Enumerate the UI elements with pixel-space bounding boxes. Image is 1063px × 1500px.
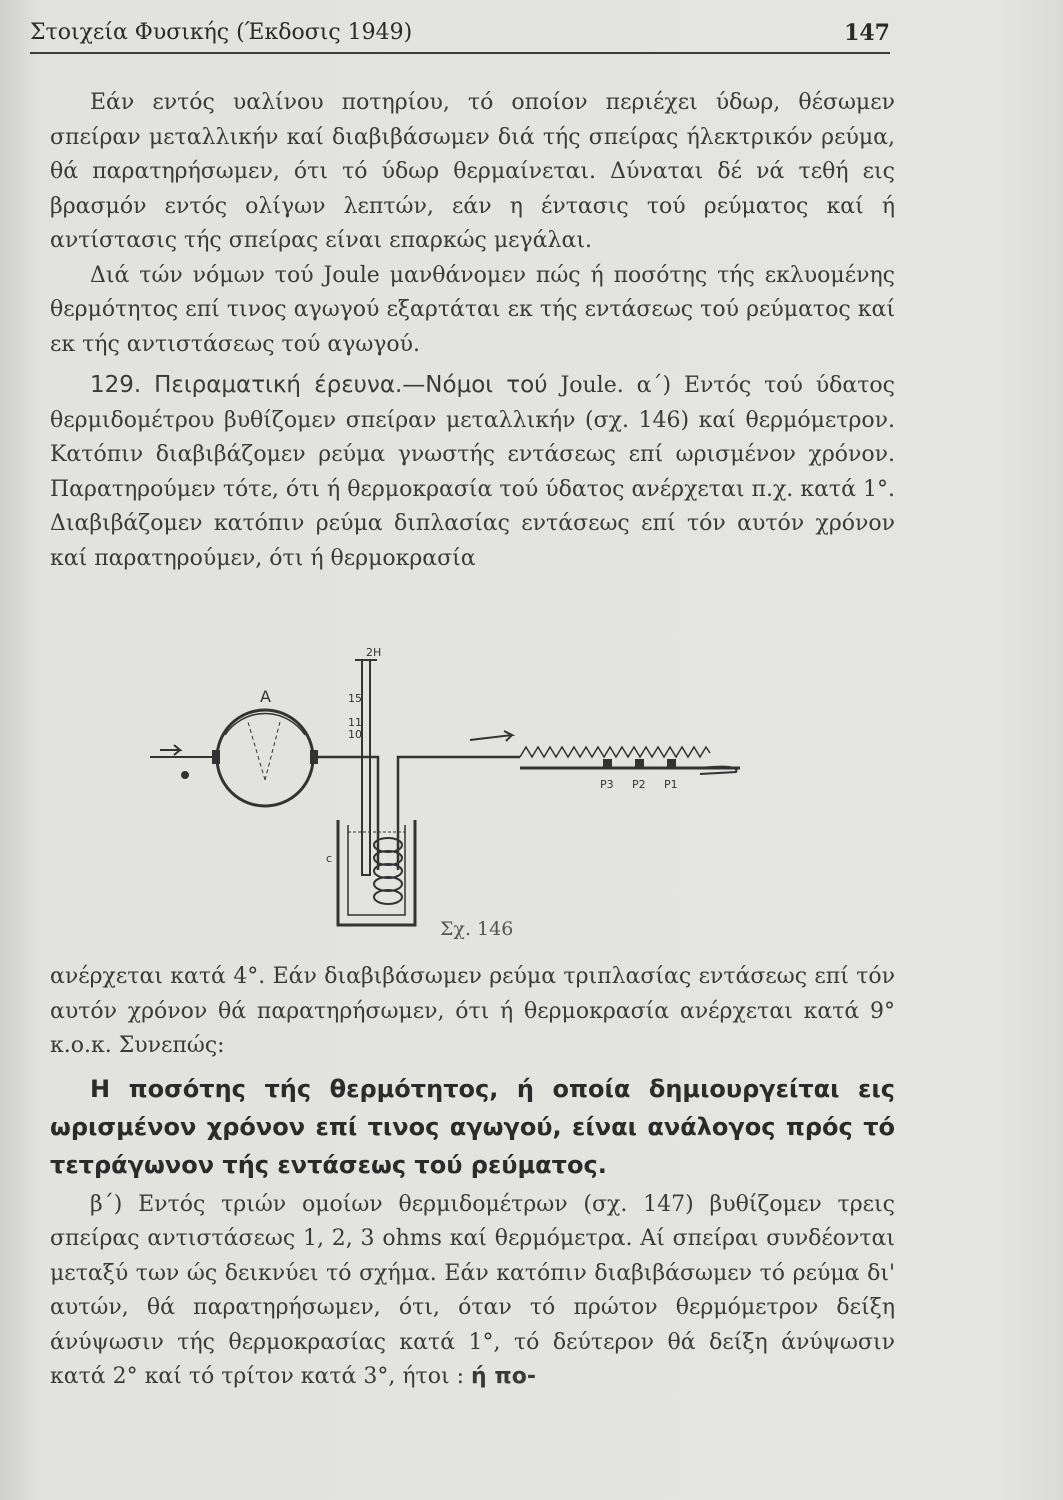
ammeter-needle-right [265, 722, 280, 780]
left-arrow-icon [160, 745, 180, 755]
thermometer [362, 660, 370, 875]
p1-label: P1 [664, 778, 678, 791]
rheostat-coil [520, 747, 710, 757]
running-header [30, 18, 890, 54]
right-terminal [310, 750, 318, 764]
joule-law-statement: Η ποσότης τής θερμότητος, ή οποία δημιουργείται εις ωρισμένον χρόνον επί τινος αγωγού, είναι ανάλογος πρός τό τετράγωνον τής εντάσεως τού ρεύματος. [50, 1074, 895, 1179]
paragraph-beta-text: β΄) Εντός τριών ομοίων θερμιδομέτρων (σχ. 147) βυθίζομεν τρεις σπείρας αντιστάσεως 1, 2, 3 ohms καί θερμόμετρα. Αί σπείραι συνδέονται μεταξύ των ώς δεικνύει τό σχήμα. Εάν κατόπιν διαβιβάσωμεν τό ρεύμα δι' αυτών, θά παρατηρήσωμεν, ότι, όταν τό πρώτον θερμόμετρον δείξη άνύψωσιν τής θερμοκρασίας κατά 1°, τό δεύτερον θά δείξη άνύψωσιν κατά 2° καί τό τρίτον κατά 3°, ήτοι : [50, 1191, 895, 1389]
paragraph-joule: Διά τών νόμων τού Joule μανθάνομεν πώς ή ποσότης τής εκλυομένης θερμότητος επί τινος αγωγού εξαρτάται εκ τής εντάσεως τού ρεύματος καί εκ τής αντιστάσεως τού αγωγού. [50, 262, 895, 357]
contact-p1 [667, 759, 676, 768]
bottom-text-block [50, 960, 895, 1395]
calorimeter-outer [338, 820, 415, 925]
ammeter-scale-arc [225, 714, 305, 735]
paragraph-beta [50, 1188, 895, 1395]
left-terminal [212, 750, 220, 764]
section-title: Πειραματική έρευνα.—Νόμοι τού [154, 372, 548, 398]
p3-label: P3 [600, 778, 614, 791]
paragraph-beta-tail: ή πο- [471, 1364, 536, 1389]
scale-top-label: 2H [366, 646, 382, 659]
scale-10-label: 10 [348, 728, 362, 741]
section-title-tail: Joule. α΄) Εντός [560, 373, 752, 398]
top-text-block [50, 86, 895, 576]
p2-label: P2 [632, 778, 646, 791]
paragraph-after-figure: ανέρχεται κατά 4°. Εάν διαβιβάσωμεν ρεύμα τριπλασίας εντάσεως επί τόν αυτόν χρόνον θά παρατηρήσωμεν, ότι ή θερμοκρασία ανέρχεται κατά 9° κ.ο.κ. Συνεπώς: [50, 964, 895, 1058]
header-title: Στοιχεία Φυσικής (Έκδοσις 1949) [30, 20, 413, 45]
vessel-label: c [326, 852, 333, 865]
section-129 [50, 368, 895, 576]
paragraph-intro: Εάν εντός υαλίνου ποτηρίου, τό οποίον περιέχει ύδωρ, θέσωμεν σπείραν μεταλλικήν καί διαβιβάσωμεν διά τής σπείρας ήλεκτρικόν ρεύμα, θά παρατηρήσωμεν, ότι τό ύδωρ θερμαίνεται. Δύναται δέ νά τεθή εις βρασμόν εντός ολίγων λεπτών, εάν η έντασις τού ρεύματος καί ή αντίστασις τής σπείρας είναι επαρκώς μεγάλαι. [50, 90, 895, 253]
figure-146-diagram [140, 640, 740, 940]
contact-p2 [635, 759, 644, 768]
ammeter-dial [217, 710, 313, 806]
ammeter-needle-left [248, 722, 265, 780]
contact-p3 [603, 759, 612, 768]
section-body: τού ύδατος θερμιδομέτρου βυθίζομεν σπείραν μεταλλικήν (σχ. 146) καί θερμόμετρον. Κατόπιν διαβιβάζομεν ρεύμα γνωστής εντάσεως επί ωρισμένον χρόνον. Παρατηρούμεν τότε, ότι ή θερμοκρασία τού ύδατος ανέρχεται π.χ. κατά 1°. Διαβιβάζομεν κατόπιν ρεύμα διπλασίας εντάσεως επί τόν αυτόν χρόνον καί παρατηρούμεν, ότι ή θερμοκρασία [50, 373, 895, 571]
terminal-dot [181, 771, 189, 779]
scale-15-label: 15 [348, 692, 362, 705]
page-number: 147 [844, 20, 890, 46]
right-arrow-icon [470, 731, 512, 741]
section-number: 129. [90, 372, 142, 398]
figure-caption: Σχ. 146 [440, 918, 514, 940]
scale-11-label: 11 [348, 716, 362, 729]
ammeter-label: A [260, 687, 271, 706]
